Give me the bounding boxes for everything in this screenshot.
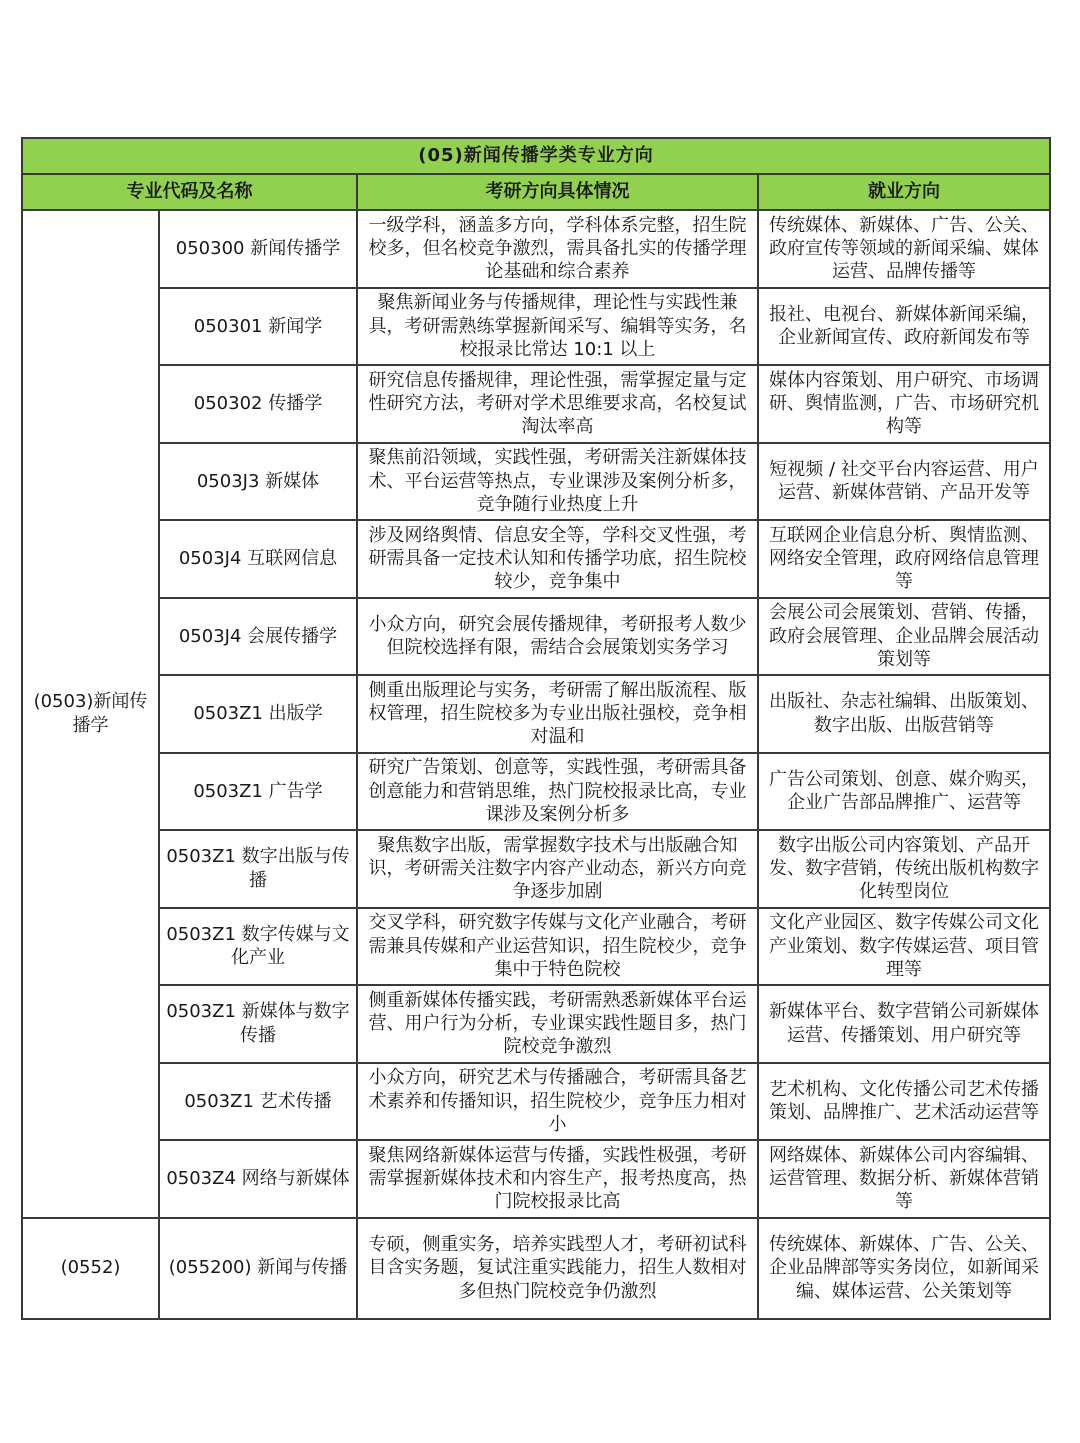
table-row <box>22 365 1050 443</box>
major-code-name: 0503J4 会展传播学 <box>159 598 357 676</box>
major-detail: 一级学科，涵盖多方向，学科体系完整，招生院校多，但名校竞争激烈，需具备扎实的传播学理论基础和综合素养 <box>357 210 758 288</box>
major-detail: 聚焦新闻业务与传播规律，理论性与实践性兼具，考研需熟练掌握新闻采写、编辑等实务，名校报录比常达 10:1 以上 <box>357 288 758 366</box>
major-detail: 涉及网络舆情、信息安全等，学科交叉性强，考研需具备一定技术认知和传播学功底，招生院校较少，竞争集中 <box>357 520 758 598</box>
major-career: 艺术机构、文化传播公司艺术传播策划、品牌推广、艺术活动运营等 <box>758 1063 1050 1141</box>
major-career: 数字出版公司内容策划、产品开发、数字营销，传统出版机构数字化转型岗位 <box>758 830 1050 908</box>
major-code-name: 0503Z1 广告学 <box>159 753 357 831</box>
major-detail: 研究信息传播规律，理论性强，需掌握定量与定性研究方法，考研对学术思维要求高，名校复试淘汰率高 <box>357 365 758 443</box>
table-title: (05)新闻传播学类专业方向 <box>22 138 1050 174</box>
major-code-name: 0503Z1 新媒体与数字传播 <box>159 985 357 1063</box>
major-code-name: 050302 传播学 <box>159 365 357 443</box>
group-name-0552: (0552) <box>22 1218 159 1319</box>
table-row <box>22 520 1050 598</box>
major-career: 会展公司会展策划、营销、传播，政府会展管理、企业品牌会展活动策划等 <box>758 598 1050 676</box>
major-detail: 聚焦网络新媒体运营与传播，实践性极强，考研需掌握新媒体技术和内容生产，报考热度高，热门院校报录比高 <box>357 1140 758 1218</box>
major-career: 文化产业园区、数字传媒公司文化产业策划、数字传媒运营、项目管理等 <box>758 908 1050 986</box>
table-row <box>22 1063 1050 1141</box>
table-row <box>22 288 1050 366</box>
major-code-name: 0503Z1 数字出版与传播 <box>159 830 357 908</box>
header-career: 就业方向 <box>758 174 1050 210</box>
major-career: 互联网企业信息分析、舆情监测、网络安全管理，政府网络信息管理等 <box>758 520 1050 598</box>
major-detail: 专硕，侧重实务，培养实践型人才，考研初试科目含实务题，复试注重实践能力，招生人数相对多但热门院校竞争仍激烈 <box>357 1218 758 1319</box>
table-row <box>22 908 1050 986</box>
major-career: 报社、电视台、新媒体新闻采编，企业新闻宣传、政府新闻发布等 <box>758 288 1050 366</box>
major-code-name: 0503Z1 艺术传播 <box>159 1063 357 1141</box>
major-code-name: (055200) 新闻与传播 <box>159 1218 357 1319</box>
major-code-name: 0503J3 新媒体 <box>159 443 357 521</box>
major-career: 传统媒体、新媒体、广告、公关、政府宣传等领域的新闻采编、媒体运营、品牌传播等 <box>758 210 1050 288</box>
table-row <box>22 1140 1050 1218</box>
major-code-name: 0503J4 互联网信息 <box>159 520 357 598</box>
major-code-name: 050300 新闻传播学 <box>159 210 357 288</box>
major-career: 新媒体平台、数字营销公司新媒体运营、传播策划、用户研究等 <box>758 985 1050 1063</box>
major-career: 出版社、杂志社编辑、出版策划、数字出版、出版营销等 <box>758 675 1050 753</box>
major-detail: 侧重新媒体传播实践，考研需熟悉新媒体平台运营、用户行为分析，专业课实践性题目多，热门院校竞争激烈 <box>357 985 758 1063</box>
major-career: 媒体内容策划、用户研究、市场调研、舆情监测，广告、市场研究机构等 <box>758 365 1050 443</box>
major-career: 短视频 / 社交平台内容运营、用户运营、新媒体营销、产品开发等 <box>758 443 1050 521</box>
major-detail: 研究广告策划、创意等，实践性强，考研需具备创意能力和营销思维，热门院校报录比高，专业课涉及案例分析多 <box>357 753 758 831</box>
major-detail: 聚焦前沿领域，实践性强，考研需关注新媒体技术、平台运营等热点，专业课涉及案例分析多，竞争随行业热度上升 <box>357 443 758 521</box>
header-detail: 考研方向具体情况 <box>357 174 758 210</box>
major-detail: 小众方向，研究艺术与传播融合，考研需具备艺术素养和传播知识，招生院校少，竞争压力相对小 <box>357 1063 758 1141</box>
table-row <box>22 753 1050 831</box>
table-row <box>22 443 1050 521</box>
major-code-name: 0503Z1 数字传媒与文化产业 <box>159 908 357 986</box>
table-row <box>22 598 1050 676</box>
table-row <box>22 210 1050 288</box>
major-career: 广告公司策划、创意、媒介购买，企业广告部品牌推广、运营等 <box>758 753 1050 831</box>
major-career: 网络媒体、新媒体公司内容编辑、运营管理、数据分析、新媒体营销等 <box>758 1140 1050 1218</box>
group-name-0503: (0503)新闻传播学 <box>22 210 159 1218</box>
header-code-name: 专业代码及名称 <box>22 174 357 210</box>
major-career: 传统媒体、新媒体、广告、公关、企业品牌部等实务岗位，如新闻采编、媒体运营、公关策划等 <box>758 1218 1050 1319</box>
table-row <box>22 830 1050 908</box>
major-detail: 交叉学科，研究数字传媒与文化产业融合，考研需兼具传媒和产业运营知识，招生院校少，竞争集中于特色院校 <box>357 908 758 986</box>
major-code-name: 0503Z1 出版学 <box>159 675 357 753</box>
major-code-name: 0503Z4 网络与新媒体 <box>159 1140 357 1218</box>
table-row <box>22 985 1050 1063</box>
major-detail: 聚焦数字出版，需掌握数字技术与出版融合知识，考研需关注数字内容产业动态，新兴方向竞争逐步加剧 <box>357 830 758 908</box>
table-row <box>22 1218 1050 1319</box>
majors-table <box>21 137 1051 1320</box>
major-detail: 侧重出版理论与实务，考研需了解出版流程、版权管理，招生院校多为专业出版社强校，竞争相对温和 <box>357 675 758 753</box>
table-row <box>22 675 1050 753</box>
major-code-name: 050301 新闻学 <box>159 288 357 366</box>
major-detail: 小众方向，研究会展传播规律，考研报考人数少但院校选择有限，需结合会展策划实务学习 <box>357 598 758 676</box>
